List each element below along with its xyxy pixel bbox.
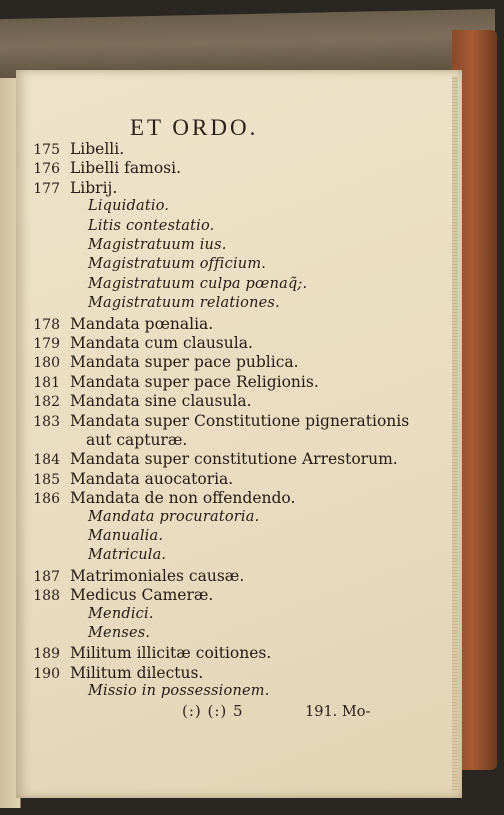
entry-number: 186 [33,491,60,508]
entry-number: 189 [33,646,60,663]
entry-text: aut capturæ. [86,431,188,449]
entry-number: 183 [33,413,60,430]
entry-text: Mandata auocatoria. [70,469,234,488]
entry-number: 181 [33,374,60,391]
entry-number: 188 [33,588,60,605]
entry-text: Magistratuum ius. [88,237,227,253]
entry-text: Menses. [88,625,151,641]
entry-text: Magistratuum relationes. [88,295,280,312]
entry-text: Libelli. [70,140,125,158]
entry-text: Mandata procuratoria. [88,508,260,525]
entry-text: Mandata super pace Religionis. [70,372,319,391]
entry-text: Mandata super Constitutione pignerationis [70,411,410,430]
catchword: 191. Mo- [305,704,371,720]
entry-text: Missio in possessionem. [88,683,270,700]
entry-text: Militum dilectus. [70,663,204,682]
entry-text: Librij. [70,178,118,197]
entry-number: 185 [33,471,60,488]
entry-text: Medicus Cameræ. [70,586,214,605]
page-block-edge [452,76,458,791]
entry-number: 182 [33,394,60,411]
entry-text: Libelli famosi. [70,159,181,178]
entry-text: Mendici. [88,605,154,622]
entry-text: Mandata super pace publica. [70,353,299,372]
entry-text: Mandata pœnalia. [70,314,214,333]
entry-text: Mandata cum clausula. [70,334,253,352]
entry-text: Mandata super constitutione Arrestorum. [70,450,398,469]
entry-text: Mandata sine clausula. [70,392,252,411]
entry-text: Militum illicitæ coitiones. [70,644,272,663]
entry-text: Liquidatio. [88,198,170,215]
running-header: ET ORDO. [130,115,259,140]
entry-number: 177 [33,180,60,197]
entry-text: Manualia. [88,528,164,544]
entry-text: Matrimoniales causæ. [70,566,245,585]
entry-text: Litis contestatio. [88,217,215,234]
entry-text: Matricula. [88,547,167,564]
entry-number: 179 [33,336,60,352]
entry-number: 178 [33,316,60,333]
entry-text: Magistratuum culpa pœnaq̃;. [88,275,308,292]
entry-number: 184 [33,452,60,469]
entry-text: Magistratuum officium. [88,256,267,273]
entry-number: 176 [33,161,60,178]
signature-mark: (:) (:) 5 [182,702,244,720]
entry-number: 180 [33,355,60,372]
entry-number: 187 [33,568,60,585]
entry-number: 190 [33,665,60,682]
entry-number: 175 [33,142,60,158]
entry-text: Mandata de non offendendo. [70,489,296,508]
